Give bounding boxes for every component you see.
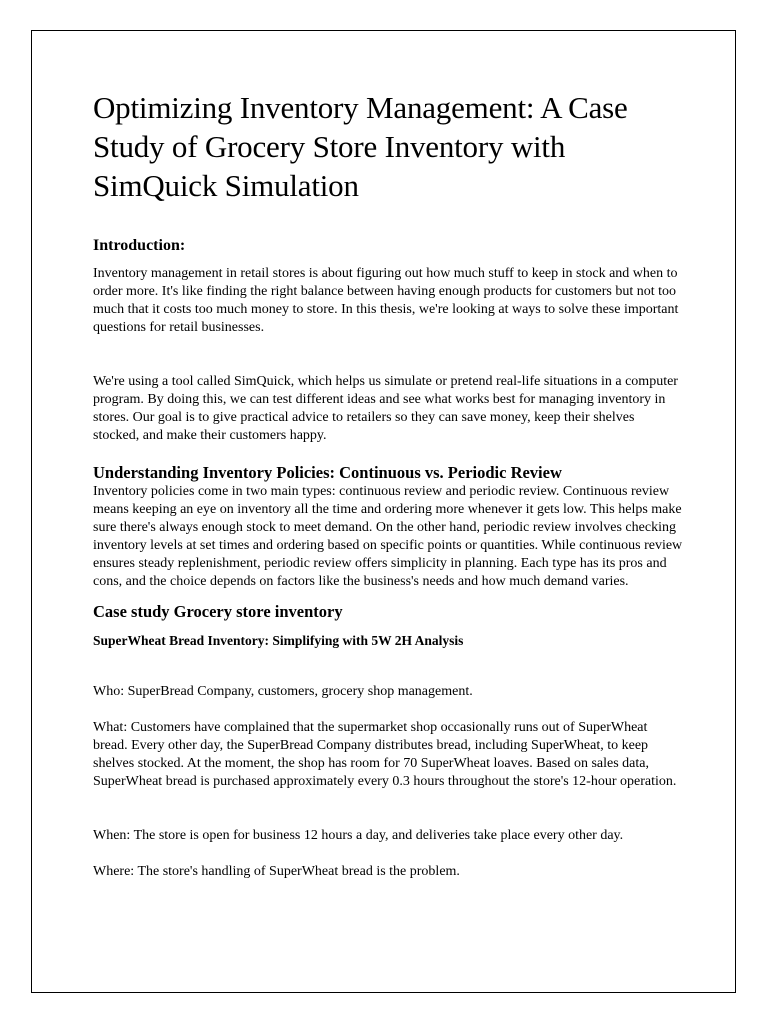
introduction-heading: Introduction: — [93, 237, 186, 254]
document-title: Optimizing Inventory Management: A Case Study of Grocery Store Inventory with SimQuick Simulation — [93, 90, 628, 203]
policies-paragraph: Inventory policies come in two main types: continuous review and periodic review. Continuous review means keeping an eye on inventory all the time and ordering more whenever it gets low. This helps make sure there's always enough stock to meet demand. On the other hand, periodic review involves checking inventory levels at set times and ordering based on specific points or quantities. While continuous review ensures steady replenishment, periodic review offers simplicity in planning. Each type has its pros and cons, and the choice depends on factors like the business's needs and how much demand varies. — [93, 484, 683, 589]
case-study-where: Where: The store's handling of SuperWheat bread is the problem. — [93, 864, 460, 879]
case-study-subheading: SuperWheat Bread Inventory: Simplifying with 5W 2H Analysis — [93, 633, 464, 648]
case-study-heading: Case study Grocery store inventory — [93, 602, 343, 621]
document-body — [93, 88, 683, 881]
introduction-paragraph-2: We're using a tool called SimQuick, which helps us simulate or pretend real-life situations in a computer program. By doing this, we can test different ideas and see what works best for managing inventory in stores. Our goal is to give practical advice to retailers so they can save money, keep their shelves stocked, and make their customers happy. — [93, 374, 678, 443]
case-study-when: When: The store is open for business 12 hours a day, and deliveries take place every other day. — [93, 828, 624, 843]
case-study-what: What: Customers have complained that the supermarket shop occasionally runs out of SuperWheat bread. Every other day, the SuperBread Company distributes bread, including SuperWheat, to keep shelves stocked. At the moment, the shop has room for 70 SuperWheat loaves. Based on sales data, SuperWheat bread is purchased approximately every 0.3 hours throughout the store's 12-hour operation. — [93, 720, 677, 789]
case-study-who: Who: SuperBread Company, customers, grocery shop management. — [93, 684, 473, 699]
introduction-paragraph-1: Inventory management in retail stores is about figuring out how much stuff to keep in stock and when to order more. It's like finding the right balance between having enough products for customers but not too much that it costs too much money to store. In this thesis, we're looking at ways to solve these important questions for retail businesses. — [93, 266, 679, 335]
policies-heading: Understanding Inventory Policies: Continuous vs. Periodic Review — [93, 463, 562, 482]
